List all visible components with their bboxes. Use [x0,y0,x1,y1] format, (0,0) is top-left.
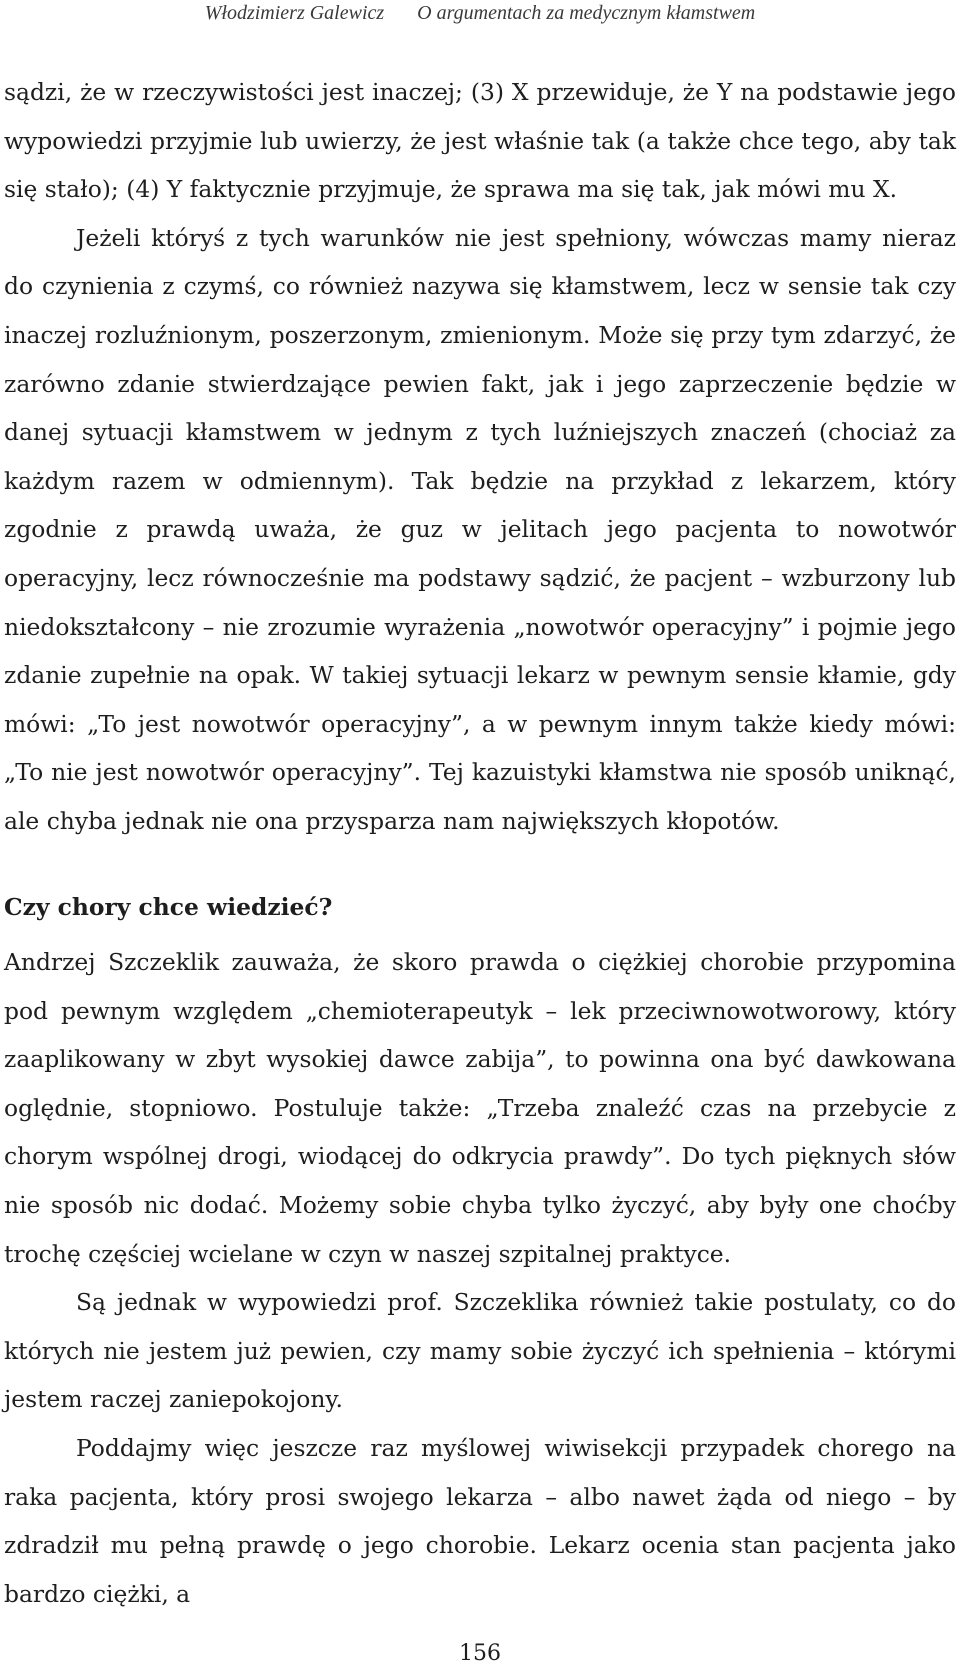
header-author: Włodzimierz Galewicz [204,2,385,24]
section-heading: Czy chory chce wiedzieć? [4,893,333,921]
paragraph: Jeżeli któryś z tych warunków nie jest spełniony, wówczas mamy nieraz do czynienia z czymś, co również nazywa się kłamstwem, lecz w sensie tak czy inaczej rozluźnionym, poszerzonym, zmienionym. Może się przy tym zdarzyć, że zarówno zdanie stwierdzające pewien fakt, jak i jego zaprzeczenie będzie w danej sytuacji kłamstwem w jednym z tych luźniejszych znaczeń (chociaż za każdym razem w odmiennym). Tak będzie na przykład z lekarzem, który zgodnie z prawdą uważa, że guz w jelitach jego pacjenta to nowotwór operacyjny, lecz równocześnie ma podstawy sądzić, że pacjent – wzburzony lub niedokształcony – nie zrozumie wyrażenia „nowotwór operacyjny” i pojmie jego zdanie zupełnie na opak. W takiej sytuacji lekarz w pewnym sensie kłamie, gdy mówi: „To jest nowotwór operacyjny”, a w pewnym innym także kiedy mówi: „To nie jest nowotwór operacyjny”. Tej kazuistyki kłamstwa nie sposób uniknąć, ale chyba jednak nie ona przysparza nam największych kłopotów. [4,223,956,835]
running-header [0,0,960,26]
paragraph: Poddajmy więc jeszcze raz myślowej wiwisekcji przypadek chorego na raka pacjenta, który prosi swojego lekarza – albo nawet żąda od niego – by zdradził mu pełną prawdę o jego chorobie. Lekarz ocenia stan pacjenta jako bardzo ciężki, a [4,1433,956,1608]
paragraph: Andrzej Szczeklik zauważa, że skoro prawda o ciężkiej chorobie przypomina pod pewnym względem „chemioterapeutyk – lek przeciwnowotworowy, który zaaplikowany w zbyt wysokiej dawce zabija”, to powinna ona być dawkowana oględnie, stopniowo. Postuluje także: „Trzeba znaleźć czas na przebycie z chorym wspólnej drogi, wiodącej do odkrycia prawdy”. Do tych pięknych słów nie sposób nic dodać. Możemy sobie chyba tylko życzyć, aby były one choćby trochę częściej wcielane w czyn w naszej szpitalnej praktyce. [4,948,956,1268]
paragraph: sądzi, że w rzeczywistości jest inaczej; (3) X przewiduje, że Y na podstawie jego wypowiedzi przyjmie lub uwierzy, że jest właśnie tak (a także chce tego, aby tak się stało); (4) Y faktycznie przyjmuje, że sprawa ma się tak, jak mówi mu X. [4,78,956,204]
section-body [4,938,956,1618]
page-number: 156 [459,1641,501,1666]
body-text [4,68,956,846]
header-title: O argumentach za medycznym kłamstwem [417,2,756,24]
paragraph: Są jednak w wypowiedzi prof. Szczeklika również takie postulaty, co do których nie jestem już pewien, czy mamy sobie życzyć ich spełnienia – którymi jestem raczej zaniepokojony. [4,1288,956,1414]
